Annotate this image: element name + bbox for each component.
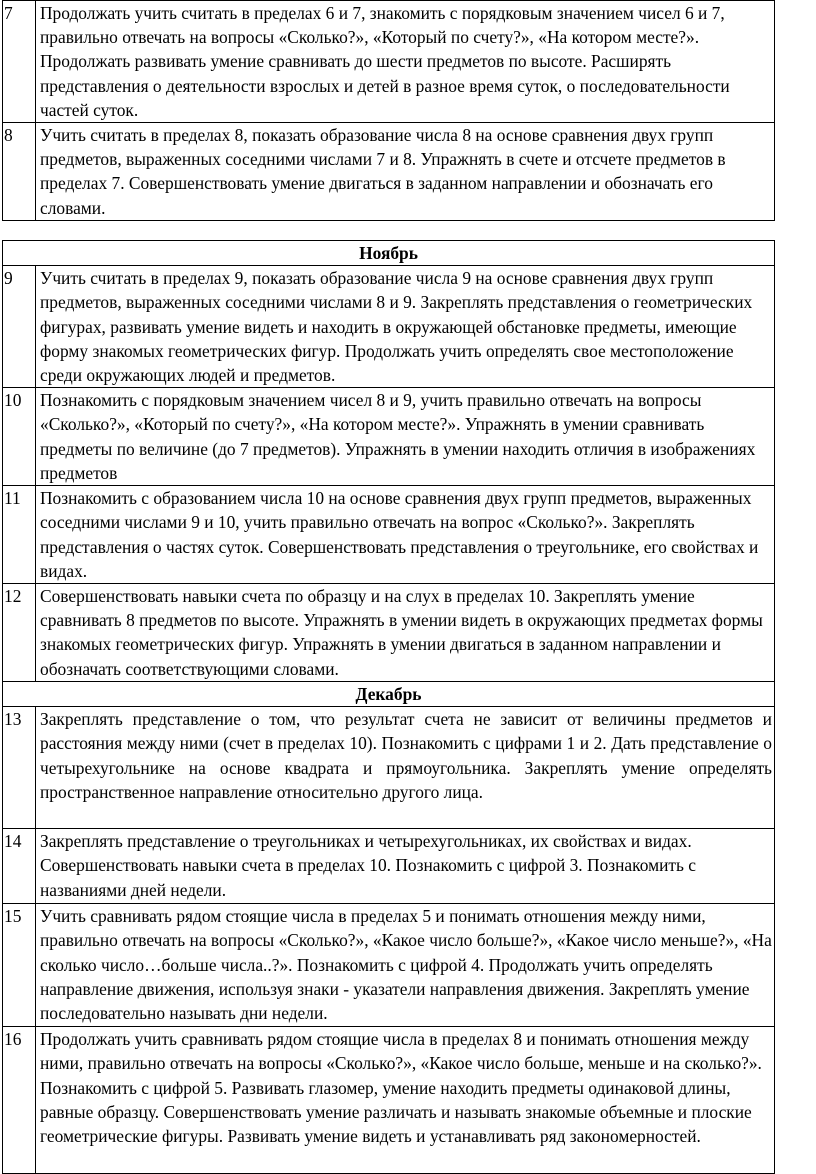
- lesson-number: 12: [3, 584, 36, 682]
- table-row: [3, 1027, 775, 1174]
- lesson-number: 13: [3, 707, 36, 829]
- month-header-row: [3, 682, 775, 707]
- lesson-number: 11: [3, 486, 36, 584]
- lesson-description: Продолжать учить считать в пределах 6 и 7, знакомить с порядковым значением чисел 6 и 7, правильно отвечать на вопросы «Сколько?», «Который по счету?», «На котором месте?». Продолжать развивать умение сравнивать до шести предметов по высоте. Расширять представления о деятельности взрослых и детей в разное время суток, о последовательности частей суток.: [36, 1, 775, 123]
- lesson-plan-table-october-end: [2, 0, 775, 221]
- lesson-number: 8: [3, 123, 36, 221]
- lesson-description: Познакомить с образованием числа 10 на основе сравнения двух групп предметов, выраженных соседними числами 9 и 10, учить правильно отвечать на вопрос «Сколько?». Закреплять представления о частях суток. Совершенствовать представления о треугольнике, его свойствах и видах.: [36, 486, 775, 584]
- lesson-number: 14: [3, 829, 36, 904]
- lesson-plan-table-november-december: [2, 240, 775, 1174]
- month-header-row: [3, 241, 775, 266]
- lesson-number: 9: [3, 266, 36, 388]
- month-november-heading: Ноябрь: [3, 241, 775, 266]
- month-december-heading: Декабрь: [3, 682, 775, 707]
- lesson-number: 15: [3, 904, 36, 1027]
- lesson-number: 16: [3, 1027, 36, 1174]
- lesson-description: Совершенствовать навыки счета по образцу и на слух в пределах 10. Закреплять умение сравнивать 8 предметов по высоте. Упражнять в умении видеть в окружающих предметах формы знакомых геометрических фигур. Упражнять в умении двигаться в заданном направлении и обозначать соответствующими словами.: [36, 584, 775, 682]
- lesson-description: Учить сравнивать рядом стоящие числа в пределах 5 и понимать отношения между ними, правильно отвечать на вопросы «Сколько?», «Какое число больше?», «Какое число меньше?», «На сколько число…больше числа..?». Познакомить с цифрой 4. Продолжать учить определять направление движения, используя знаки - указатели направления движения. Закреплять умение последовательно называть дни недели.: [36, 904, 775, 1027]
- table-row: [3, 1, 775, 123]
- lesson-description: Закреплять представление о треугольниках и четырехугольниках, их свойствах и видах. Совершенствовать навыки счета в пределах 10. Познакомить с цифрой 3. Познакомить с названиями дней недели.: [36, 829, 775, 904]
- lesson-description: Познакомить с порядковым значением чисел 8 и 9, учить правильно отвечать на вопросы «Сколько?», «Который по счету?», «На котором месте?». Упражнять в умении сравнивать предметы по величине (до 7 предметов). Упражнять в умении находить отличия в изображениях предметов: [36, 388, 775, 486]
- table-row: [3, 388, 775, 486]
- table-row: [3, 123, 775, 221]
- table-row: [3, 829, 775, 904]
- lesson-description: Учить считать в пределах 8, показать образование числа 8 на основе сравнения двух групп предметов, выраженных соседними числами 7 и 8. Упражнять в счете и отсчете предметов в пределах 7. Совершенствовать умение двигаться в заданном направлении и обозначать его словами.: [36, 123, 775, 221]
- lesson-number: 7: [3, 1, 36, 123]
- lesson-description: Продолжать учить сравнивать рядом стоящие числа в пределах 8 и понимать отношения между ними, правильно отвечать на вопросы «Сколько?», «Какое число больше, меньше и на сколько?». Познакомить с цифрой 5. Развивать глазомер, умение находить предметы одинаковой длины, равные образцу. Совершенствовать умение различать и называть знакомые объемные и плоские геометрические фигуры. Развивать умение видеть и устанавливать ряд закономерностей.: [36, 1027, 775, 1174]
- lesson-description: Учить считать в пределах 9, показать образование числа 9 на основе сравнения двух групп предметов, выраженных соседними числами 8 и 9. Закреплять представления о геометрических фигурах, развивать умение видеть и находить в окружающей обстановке предметы, имеющие форму знакомых геометрических фигур. Продолжать учить определять свое местоположение среди окружающих людей и предметов.: [36, 266, 775, 388]
- table-row: [3, 707, 775, 829]
- lesson-description: Закреплять представление о том, что результат счета не зависит от величины предметов и расстояния между ними (счет в пределах 10). Познакомить с цифрами 1 и 2. Дать представление о четырехугольнике на основе квадрата и прямоугольника. Закреплять умение определять пространственное направление относительно другого лица.: [36, 707, 775, 829]
- table-row: [3, 486, 775, 584]
- table-row: [3, 584, 775, 682]
- table-row: [3, 266, 775, 388]
- table-row: [3, 904, 775, 1027]
- lesson-number: 10: [3, 388, 36, 486]
